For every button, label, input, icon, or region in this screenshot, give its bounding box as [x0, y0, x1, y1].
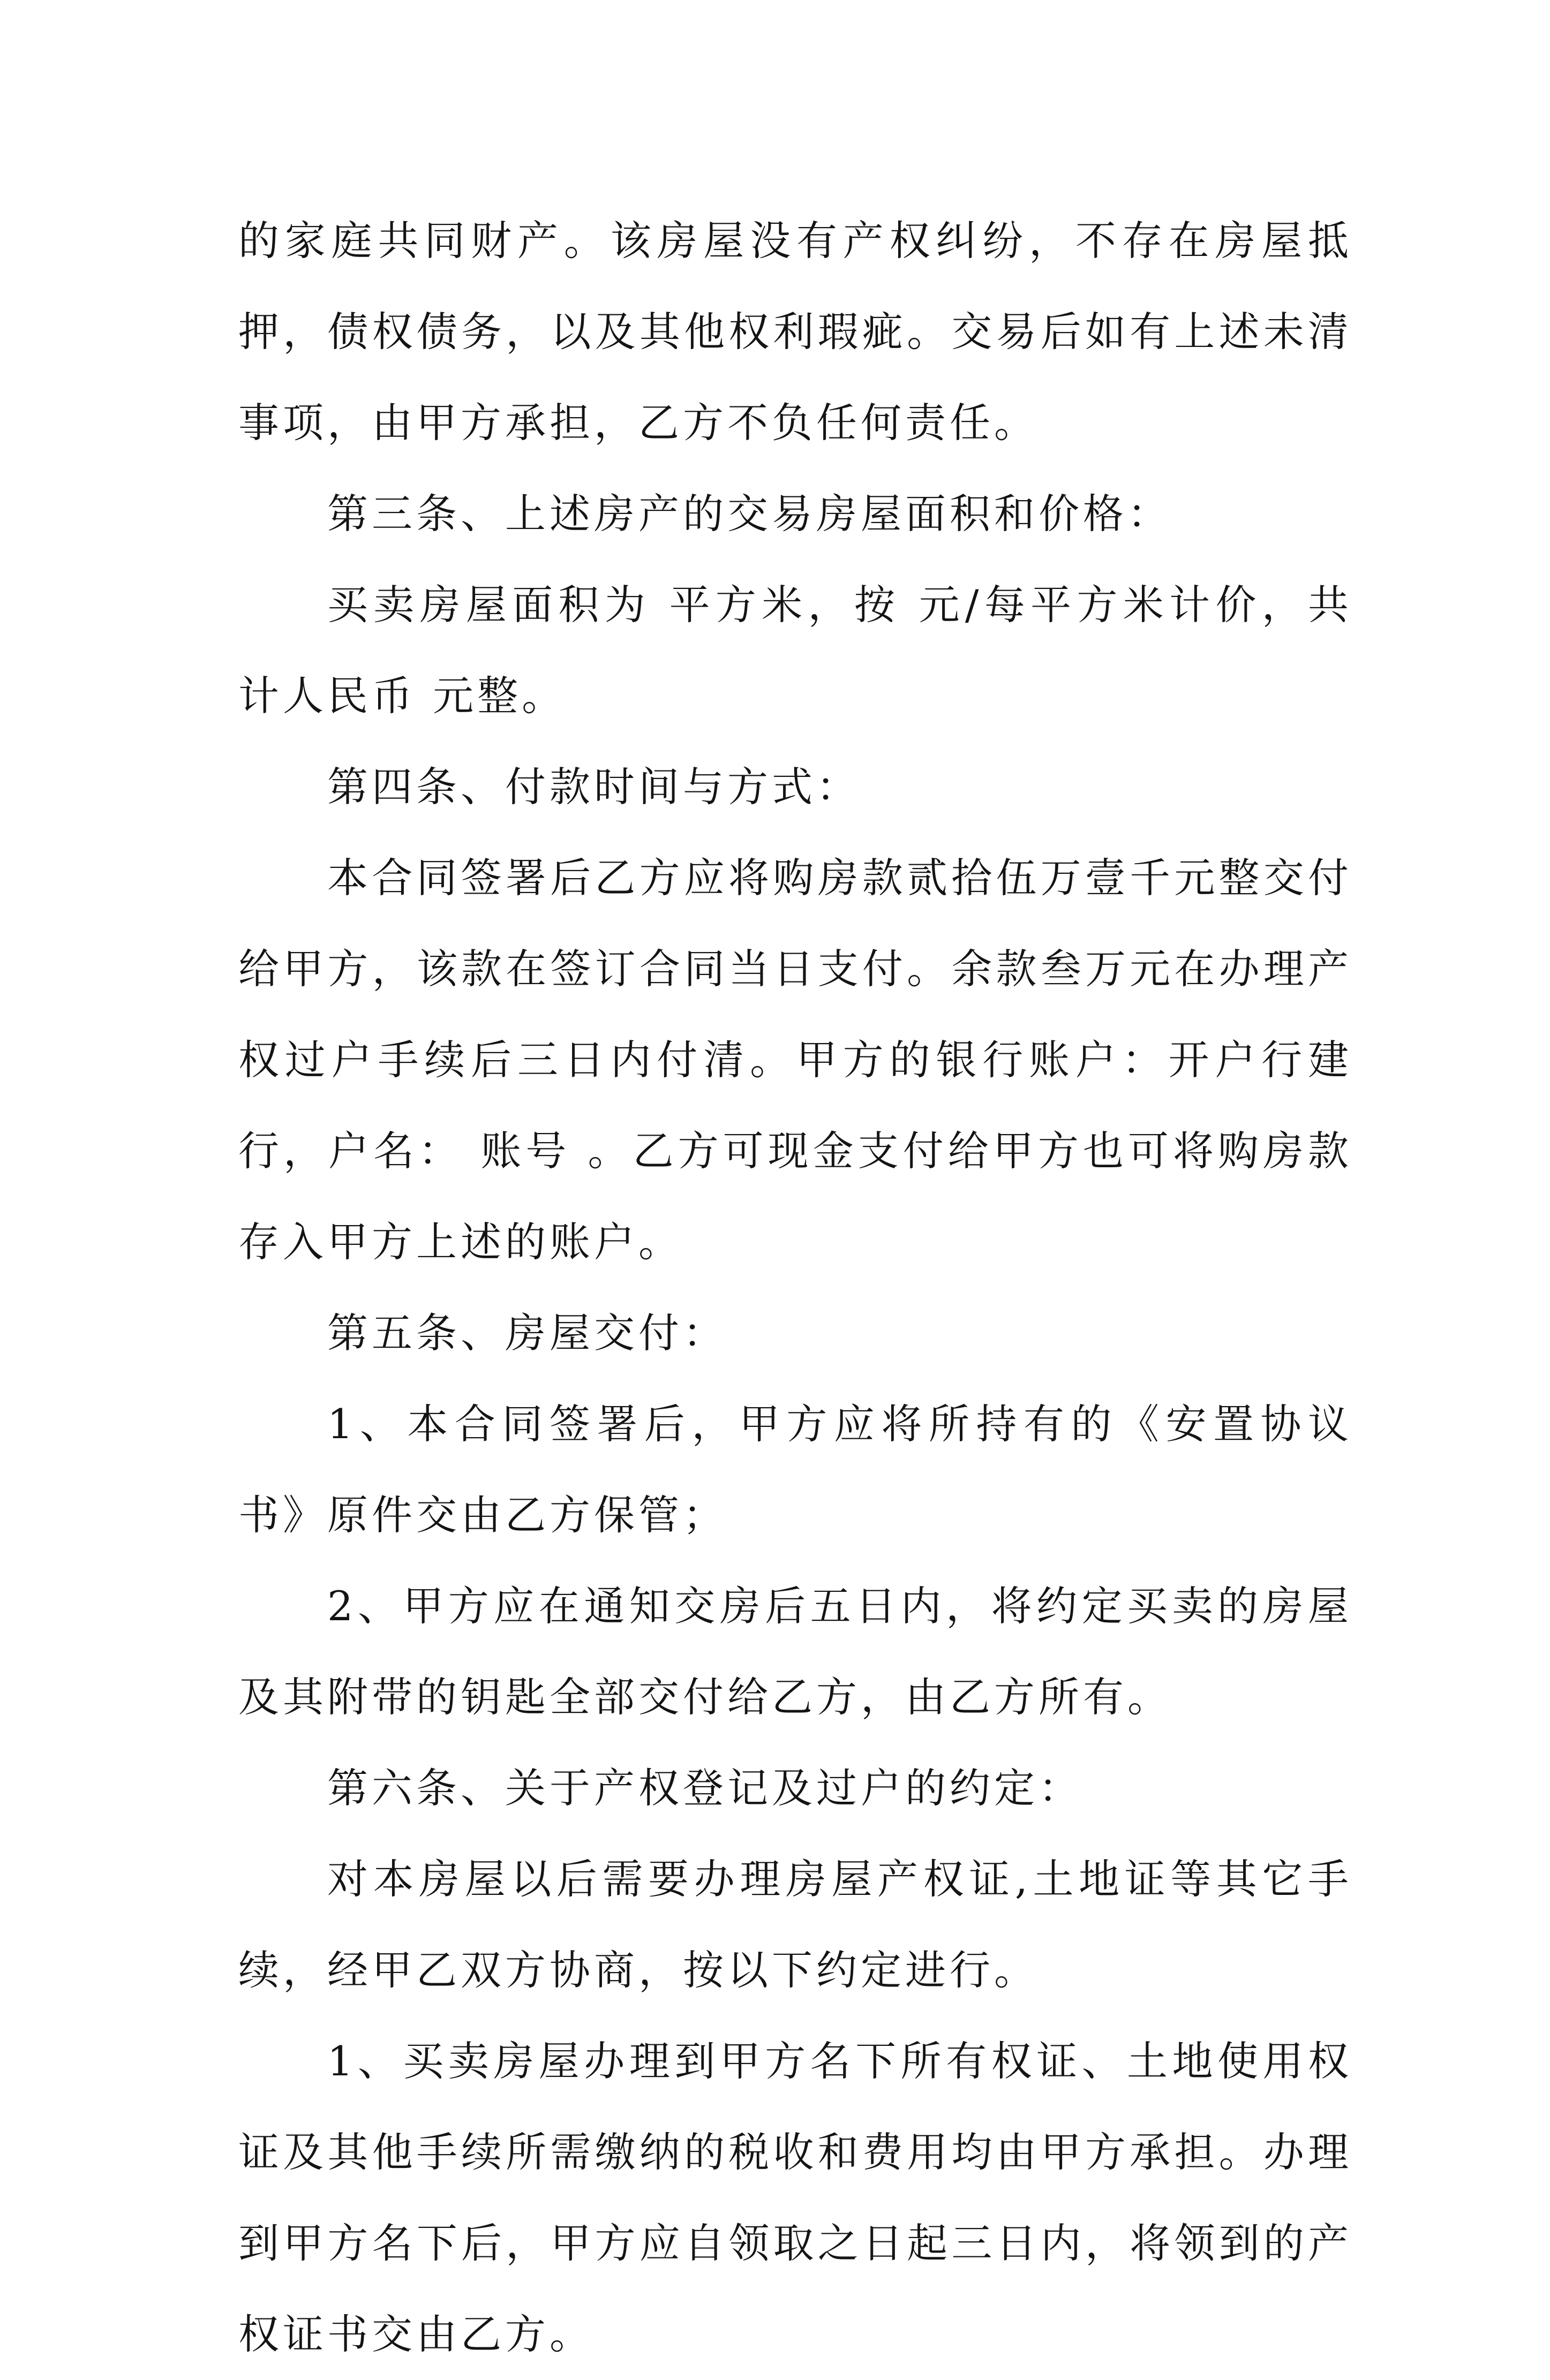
paragraph-registration-intro: 对本房屋以后需要办理房屋产权证,土地证等其它手续，经甲乙双方协商，按以下约定进行。	[238, 1855, 1352, 1994]
paragraph-payment-terms: 本合同签署后乙方应将购房款贰拾伍万壹千元整交付给甲方，该款在签订合同当日支付。余款叁万元在办理产权过户手续后三日内付清。甲方的银行账户：开户行建行，户名： 账号 。乙方可现金支付给甲方也可将购房款存入甲方上述的账户。	[238, 854, 1352, 1266]
paragraph-continued-property-terms: 的家庭共同财产。该房屋没有产权纠纷，不存在房屋抵押，债权债务，以及其他权利瑕疵。交易后如有上述未清事项，由甲方承担，乙方不负任何责任。	[238, 217, 1352, 447]
paragraph-delivery-item-2: 2、甲方应在通知交房后五日内，将约定买卖的房屋及其附带的钥匙全部交付给乙方，由乙方所有。	[238, 1582, 1352, 1721]
paragraph-article-4-heading: 第四条、付款时间与方式：	[327, 763, 861, 811]
paragraph-article-3-heading: 第三条、上述房产的交易房屋面积和价格：	[327, 490, 1172, 538]
paragraph-article-5-heading: 第五条、房屋交付：	[327, 1309, 727, 1357]
document-body	[238, 195, 1352, 2380]
paragraph-delivery-item-1: 1、本合同签署后，甲方应将所持有的《安置协议书》原件交由乙方保管；	[238, 1400, 1352, 1539]
paragraph-registration-item-1: 1、买卖房屋办理到甲方名下所有权证、土地使用权证及其他手续所需缴纳的税收和费用均由甲方承担。办理到甲方名下后，甲方应自领取之日起三日内，将领到的产权证书交由乙方。	[238, 2037, 1352, 2358]
paragraph-article-6-heading: 第六条、关于产权登记及过户的约定：	[327, 1764, 1083, 1812]
paragraph-area-and-price: 买卖房屋面积为 平方米，按 元/每平方米计价，共计人民币 元整。	[238, 581, 1352, 720]
